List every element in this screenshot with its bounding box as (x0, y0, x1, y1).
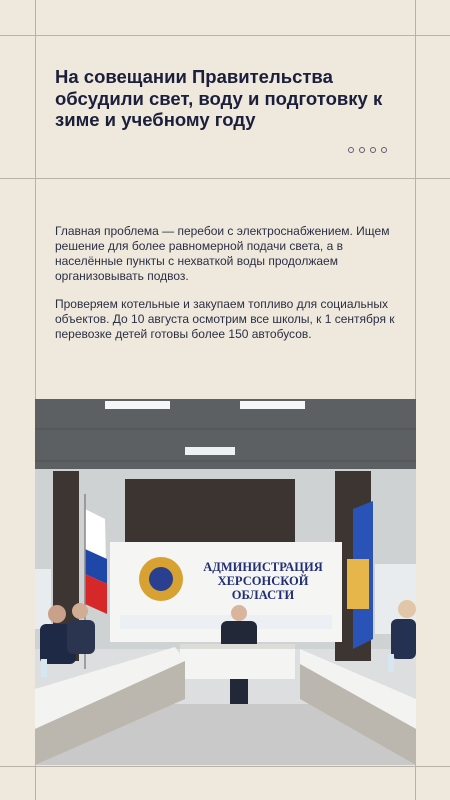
carousel-indicator[interactable] (348, 147, 387, 153)
post-title: На совещании Правительства обсудили свет, воду и подготовку к зиме и учебному году (55, 66, 383, 130)
carousel-dot[interactable] (359, 147, 365, 153)
banner-line-3: ОБЛАСТИ (231, 588, 295, 602)
banner-line-1: АДМИНИСТРАЦИЯ (203, 560, 323, 574)
carousel-dot[interactable] (370, 147, 376, 153)
carousel-dot[interactable] (348, 147, 354, 153)
post-paragraph-1: Главная проблема — перебои с электроснабжением. Ищем решение для более равномерной подачи света, а в населённые пункты с нехваткой воды продолжаем организовывать подвоз. (55, 224, 390, 283)
carousel-dot[interactable] (381, 147, 387, 153)
banner-line-2: ХЕРСОНСКОЙ (217, 574, 309, 588)
frame-line-top (0, 35, 450, 36)
post-paragraph-2: Проверяем котельные и закупаем топливо для социальных объектов. До 10 августа осмотрим все школы, к 1 сентября к перевозке детей готовы более 150 автобусов. (55, 297, 395, 341)
frame-line-title-divider (0, 178, 450, 179)
frame-line-bottom (0, 766, 450, 767)
meeting-photo (35, 399, 416, 765)
